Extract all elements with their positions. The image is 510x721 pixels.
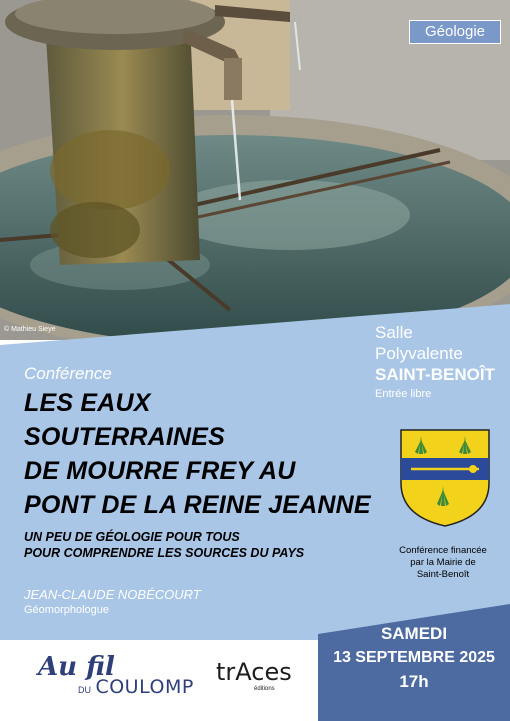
logo-small-text: DU xyxy=(78,685,91,695)
event-type-label: Conférence xyxy=(24,364,112,383)
category-tag: Géologie xyxy=(409,20,501,44)
logo-script-text: Au fil xyxy=(38,652,115,682)
event-subtitle xyxy=(24,529,304,561)
funding-line: Saint-Benoît xyxy=(416,569,470,580)
venue-town: SAINT-BENOÎT xyxy=(375,365,495,384)
date-time: 17h xyxy=(399,672,429,691)
date-text xyxy=(318,622,510,694)
venue-line-2: Polyvalente xyxy=(375,344,463,363)
funding-note xyxy=(383,545,503,581)
event-title xyxy=(24,386,384,522)
venue-block xyxy=(375,322,505,402)
date-day: SAMEDI xyxy=(380,624,448,643)
speaker-name: JEAN-CLAUDE NOBÉCOURT xyxy=(24,587,201,602)
photo-credit: © Mathieu Sieye xyxy=(4,326,56,333)
traces-logo xyxy=(216,658,292,692)
subtitle-line: POUR COMPRENDRE LES SOURCES DU PAYS xyxy=(24,546,305,560)
title-line: PONT DE LA REINE JEANNE xyxy=(24,491,371,519)
funding-line: Conférence financée xyxy=(399,545,487,556)
subtitle-line: UN PEU DE GÉOLOGIE POUR TOUS xyxy=(24,530,240,544)
title-line: LES EAUX xyxy=(24,389,151,417)
coat-of-arms-icon xyxy=(399,428,491,533)
logo-name-text: COULOMP xyxy=(95,676,194,698)
entry-note: Entrée libre xyxy=(375,388,432,400)
fountain-photo xyxy=(0,0,510,340)
funding-line: par la Mairie de xyxy=(410,557,476,568)
au-fil-du-coulomp-logo xyxy=(38,652,194,698)
traces-logo-sub: éditions xyxy=(254,686,275,692)
venue-line-1: Salle xyxy=(375,323,413,342)
speaker-role: Géomorphologue xyxy=(24,604,110,616)
title-line: DE MOURRE FREY AU xyxy=(24,457,296,485)
title-line: SOUTERRAINES xyxy=(24,423,226,451)
traces-logo-text: trAces xyxy=(216,658,292,686)
date-date: 13 SEPTEMBRE 2025 xyxy=(333,649,495,666)
